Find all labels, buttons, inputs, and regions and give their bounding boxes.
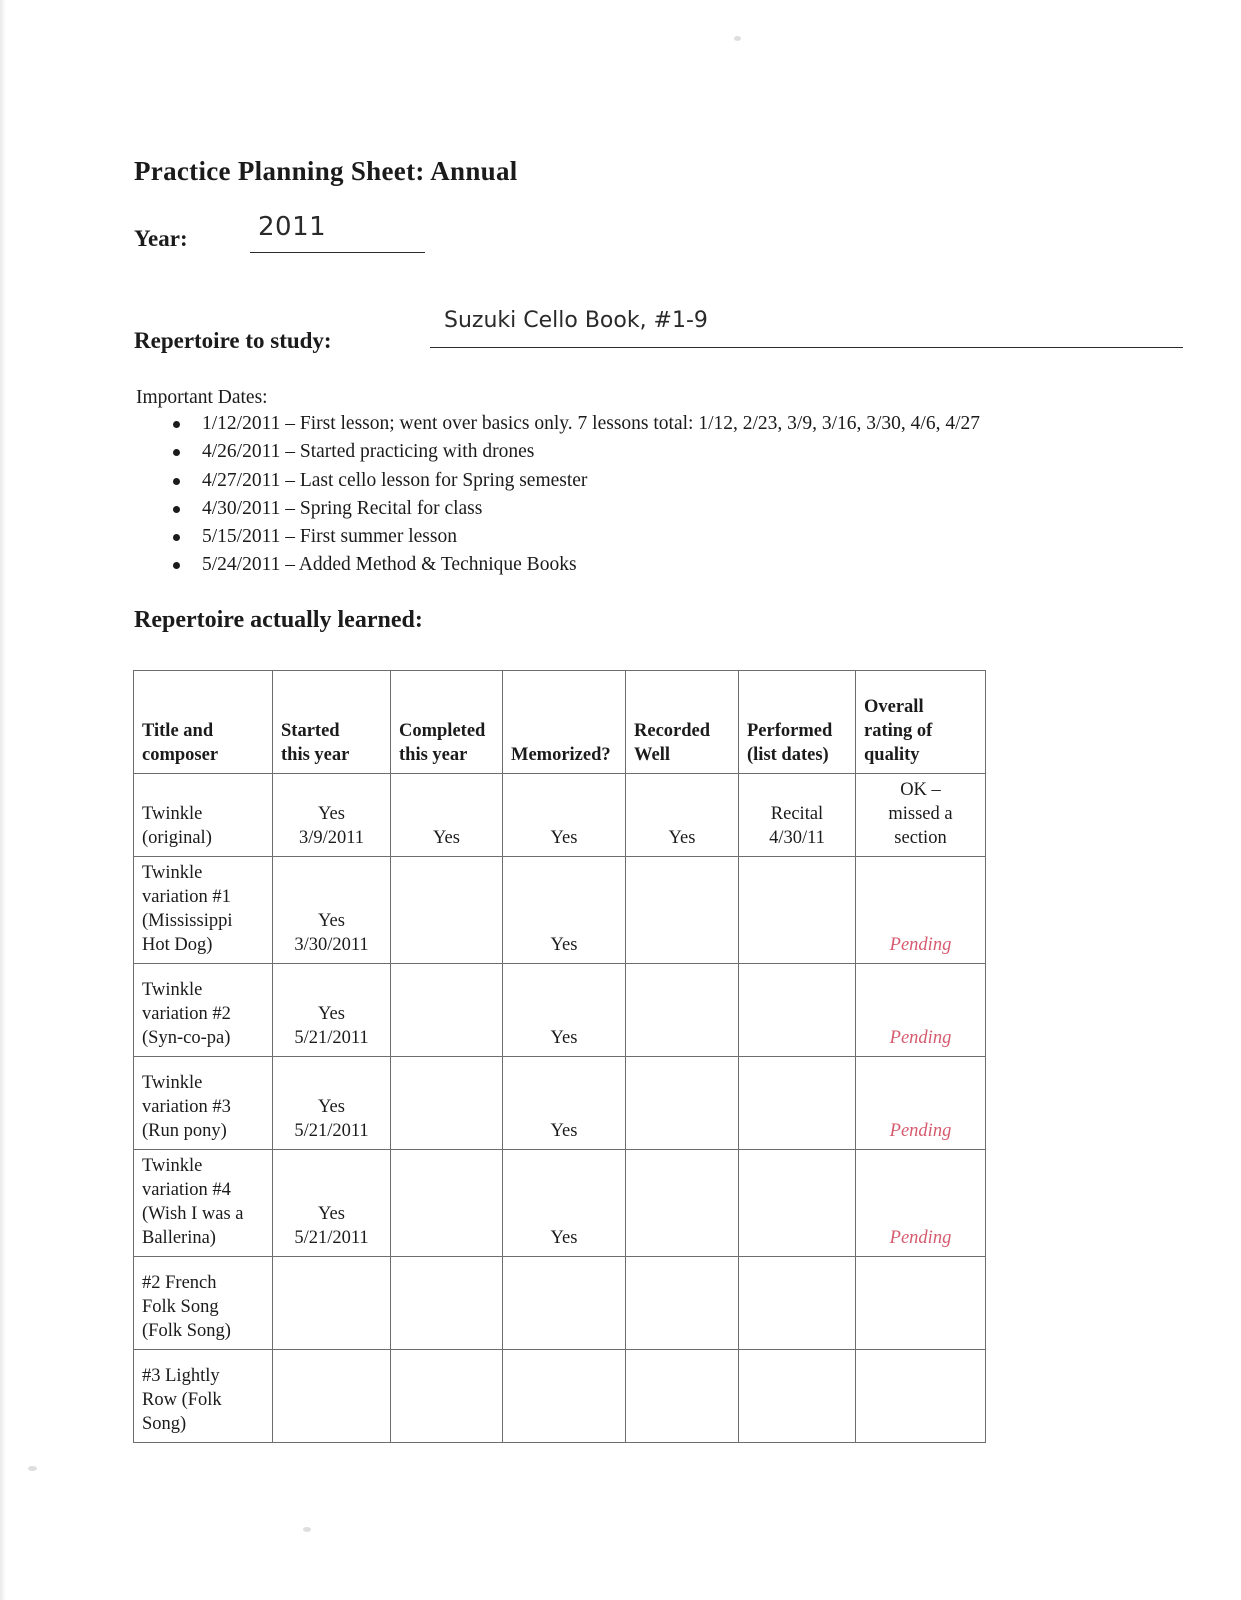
cell-title[interactable]: Twinkle variation #2 (Syn-co-pa) <box>134 964 273 1057</box>
important-dates-heading: Important Dates: <box>136 387 268 408</box>
cell-title[interactable]: #3 Lightly Row (Folk Song) <box>134 1350 273 1443</box>
cell-memorized[interactable]: Yes <box>503 774 626 857</box>
status-badge-pending: Pending <box>889 1028 952 1048</box>
list-item-text: 4/27/2011 – Last cello lesson for Spring semester <box>202 469 588 491</box>
cell-overall[interactable] <box>856 964 986 1057</box>
cell-memorized[interactable]: Yes <box>503 857 626 964</box>
cell-overall[interactable] <box>856 1057 986 1150</box>
repertoire-table <box>133 670 986 1443</box>
cell-performed[interactable] <box>739 857 856 964</box>
cell-performed[interactable] <box>739 1350 856 1443</box>
status-badge-pending: Pending <box>889 1121 952 1141</box>
list-item-text: 5/24/2011 – Added Method & Technique Books <box>202 554 577 576</box>
repertoire-value[interactable]: Suzuki Cello Book, #1-9 <box>444 308 708 333</box>
bullet-icon <box>173 478 180 485</box>
list-item <box>170 523 1070 551</box>
table-row <box>134 857 986 964</box>
cell-title[interactable]: Twinkle (original) <box>134 774 273 857</box>
cell-completed[interactable] <box>391 964 503 1057</box>
status-badge-pending: Pending <box>889 1228 952 1248</box>
cell-completed[interactable] <box>391 1057 503 1150</box>
cell-overall[interactable] <box>856 1257 986 1350</box>
bullet-icon <box>173 449 180 456</box>
cell-started[interactable]: Yes 3/9/2011 <box>273 774 391 857</box>
list-item-text: 1/12/2011 – First lesson; went over basics only. 7 lessons total: 1/12, 2/23, 3/9, 3/16, 3/30, 4/6, 4/27 <box>202 413 980 434</box>
cell-started[interactable] <box>273 1257 391 1350</box>
cell-title[interactable]: Twinkle variation #3 (Run pony) <box>134 1057 273 1150</box>
list-item <box>170 410 1070 438</box>
table-row <box>134 1150 986 1257</box>
cell-performed[interactable] <box>739 1150 856 1257</box>
cell-started[interactable]: Yes 3/30/2011 <box>273 857 391 964</box>
page-title: Practice Planning Sheet: Annual <box>134 156 518 186</box>
list-item-text: 4/30/2011 – Spring Recital for class <box>202 497 483 519</box>
column-header-recorded: Recorded Well <box>626 671 739 774</box>
repertoire-underline <box>430 347 1183 348</box>
cell-completed[interactable]: Yes <box>391 774 503 857</box>
repertoire-learned-heading: Repertoire actually learned: <box>134 607 423 633</box>
cell-memorized[interactable]: Yes <box>503 1150 626 1257</box>
cell-completed[interactable] <box>391 1257 503 1350</box>
column-header-memorized: Memorized? <box>503 671 626 774</box>
cell-recorded[interactable] <box>626 1150 739 1257</box>
year-value[interactable]: 2011 <box>258 212 327 242</box>
cell-completed[interactable] <box>391 1350 503 1443</box>
column-header-overall: Overall rating of quality <box>856 671 986 774</box>
important-dates-list <box>170 410 1070 580</box>
table-header-row <box>134 671 986 774</box>
cell-title[interactable]: Twinkle variation #1 (Mississippi Hot Dog) <box>134 857 273 964</box>
status-badge-pending: Pending <box>889 935 952 955</box>
cell-performed[interactable] <box>739 964 856 1057</box>
list-item <box>170 467 1070 495</box>
cell-recorded[interactable] <box>626 1057 739 1150</box>
bullet-icon <box>173 421 180 428</box>
cell-performed[interactable] <box>739 1057 856 1150</box>
table-row <box>134 1257 986 1350</box>
cell-started[interactable]: Yes 5/21/2011 <box>273 964 391 1057</box>
cell-completed[interactable] <box>391 1150 503 1257</box>
column-header-performed: Performed (list dates) <box>739 671 856 774</box>
table-row <box>134 774 986 857</box>
column-header-completed: Completed this year <box>391 671 503 774</box>
cell-memorized[interactable]: Yes <box>503 1057 626 1150</box>
list-item-text: 4/26/2011 – Started practicing with drones <box>202 441 535 463</box>
cell-started[interactable] <box>273 1350 391 1443</box>
cell-title[interactable]: Twinkle variation #4 (Wish I was a Ballerina) <box>134 1150 273 1257</box>
list-item <box>170 438 1070 466</box>
repertoire-label: Repertoire to study: <box>134 328 332 353</box>
list-item <box>170 495 1070 523</box>
bullet-icon <box>173 534 180 541</box>
cell-recorded[interactable] <box>626 1350 739 1443</box>
cell-overall[interactable] <box>856 857 986 964</box>
cell-overall[interactable]: OK – missed a section <box>856 774 986 857</box>
table-row <box>134 1350 986 1443</box>
list-item-text: 5/15/2011 – First summer lesson <box>202 526 457 548</box>
bullet-icon <box>173 506 180 513</box>
cell-overall[interactable] <box>856 1150 986 1257</box>
cell-memorized[interactable] <box>503 1350 626 1443</box>
cell-performed[interactable] <box>739 1257 856 1350</box>
cell-started[interactable]: Yes 5/21/2011 <box>273 1057 391 1150</box>
table-row <box>134 1057 986 1150</box>
bullet-icon <box>173 562 180 569</box>
cell-recorded[interactable] <box>626 857 739 964</box>
column-header-started: Started this year <box>273 671 391 774</box>
cell-started[interactable]: Yes 5/21/2011 <box>273 1150 391 1257</box>
cell-overall[interactable] <box>856 1350 986 1443</box>
year-underline <box>250 252 425 253</box>
table-row <box>134 964 986 1057</box>
cell-recorded[interactable]: Yes <box>626 774 739 857</box>
cell-completed[interactable] <box>391 857 503 964</box>
cell-performed[interactable]: Recital 4/30/11 <box>739 774 856 857</box>
cell-recorded[interactable] <box>626 1257 739 1350</box>
cell-memorized[interactable]: Yes <box>503 964 626 1057</box>
column-header-title: Title and composer <box>134 671 273 774</box>
cell-title[interactable]: #2 French Folk Song (Folk Song) <box>134 1257 273 1350</box>
cell-recorded[interactable] <box>626 964 739 1057</box>
cell-memorized[interactable] <box>503 1257 626 1350</box>
list-item <box>170 551 1070 579</box>
year-label: Year: <box>134 226 188 251</box>
